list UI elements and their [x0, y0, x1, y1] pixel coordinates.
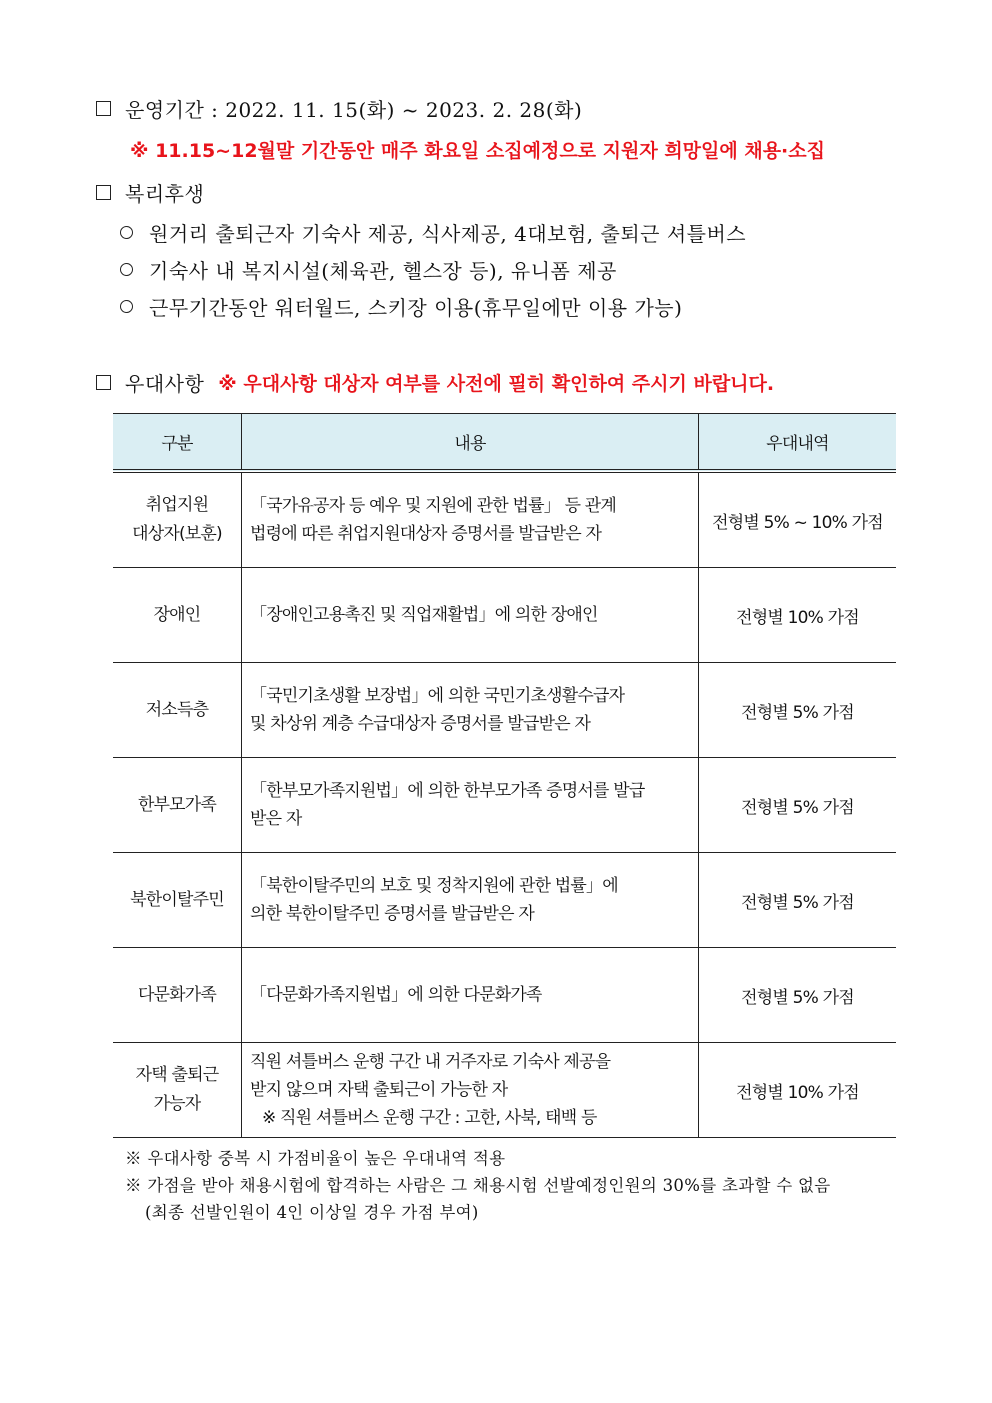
- row-category: [113, 1043, 242, 1138]
- row-category: [113, 471, 242, 568]
- content-line: 「북한이탈주민의 보호 및 정착지원에 관한 법률」에: [250, 876, 618, 896]
- welfare-item-text: 근무기간동안 워터월드, 스키장 이용(휴무일에만 이용 가능): [149, 296, 683, 320]
- row-category: [113, 663, 242, 758]
- content-line: 「한부모가족지원법」에 의한 한부모가족 증명서를 발급: [250, 781, 645, 801]
- preference-notice: ※ 우대사항 대상자 여부를 사전에 필히 확인하여 주시기 바랍니다.: [218, 373, 775, 395]
- row-content: [242, 471, 699, 568]
- content-line: ※ 직원 셔틀버스 운행 구간 : 고한, 사북, 태백 등: [262, 1108, 597, 1128]
- row-benefit: 전형별 5% 가점: [699, 758, 897, 853]
- header-benefit: 우대내역: [699, 414, 897, 472]
- bullet-circle-icon: [120, 263, 133, 276]
- row-content: [242, 568, 699, 663]
- category-line: 다문화가족: [137, 984, 217, 1005]
- table-header-row: [113, 414, 896, 472]
- row-content: [242, 948, 699, 1043]
- category-line: 북한이탈주민: [130, 889, 224, 910]
- table-row: [113, 663, 896, 758]
- content-line: 받지 않으며 자택 출퇴근이 가능한 자: [250, 1080, 508, 1100]
- row-benefit: 전형별 10% 가점: [699, 568, 897, 663]
- table-row: [113, 948, 896, 1043]
- content-line: 및 차상위 계층 수급대상자 증명서를 발급받은 자: [250, 714, 591, 734]
- row-benefit: 전형별 5% 가점: [699, 663, 897, 758]
- table-row: [113, 568, 896, 663]
- preference-label: 우대사항: [125, 372, 205, 396]
- note-line: (최종 선발인원이 4인 이상일 경우 가점 부여): [145, 1203, 479, 1222]
- category-line: 가능자: [153, 1094, 201, 1114]
- welfare-item: [120, 255, 617, 284]
- row-content: [242, 853, 699, 948]
- category-line: 한부모가족: [137, 794, 217, 815]
- operation-period: [96, 94, 582, 123]
- checkbox-square-icon: [96, 185, 111, 200]
- content-line: 직원 셔틀버스 운행 구간 내 거주자로 기숙사 제공을: [250, 1052, 611, 1072]
- row-content: [242, 758, 699, 853]
- content-line: 의한 북한이탈주민 증명서를 발급받은 자: [250, 904, 534, 924]
- category-line: 취업지원: [145, 495, 209, 515]
- row-benefit: 전형별 5% 가점: [699, 948, 897, 1043]
- welfare-heading: [96, 178, 204, 207]
- welfare-label: 복리후생: [125, 182, 205, 206]
- row-category: [113, 568, 242, 663]
- row-category: [113, 853, 242, 948]
- category-line: 저소득층: [145, 699, 209, 720]
- welfare-item-text: 원거리 출퇴근자 기숙사 제공, 식사제공, 4대보험, 출퇴근 셔틀버스: [149, 222, 747, 246]
- category-line: 대상자(보훈): [132, 524, 222, 544]
- table-row: [113, 1043, 896, 1138]
- operation-period-label: 운영기간 : 2022. 11. 15(화) ~ 2023. 2. 28(화): [125, 98, 583, 122]
- preference-table: [113, 413, 896, 1138]
- note-line: ※ 우대사항 중복 시 가점비율이 높은 우대내역 적용: [125, 1149, 506, 1168]
- content-line: 법령에 따른 취업지원대상자 증명서를 발급받은 자: [250, 524, 602, 544]
- checkbox-square-icon: [96, 375, 111, 390]
- category-line: 자택 출퇴근: [135, 1065, 219, 1085]
- table-row: [113, 853, 896, 948]
- table-row: [113, 758, 896, 853]
- table-row: [113, 471, 896, 568]
- row-benefit: 전형별 5% ~ 10% 가점: [699, 471, 897, 568]
- content-line: 받은 자: [250, 809, 302, 829]
- checkbox-square-icon: [96, 101, 111, 116]
- row-benefit: 전형별 5% 가점: [699, 853, 897, 948]
- bullet-circle-icon: [120, 300, 133, 313]
- note-line: ※ 가점을 받아 채용시험에 합격하는 사람은 그 채용시험 선발예정인원의 30%를 초과할 수 없음: [125, 1176, 831, 1195]
- operation-notice: ※ 11.15~12월말 기간동안 매주 화요일 소집예정으로 지원자 희망일에 채용·소집: [130, 140, 825, 162]
- content-line: 「국가유공자 등 예우 및 지원에 관한 법률」 등 관계: [250, 496, 617, 516]
- row-content: [242, 1043, 699, 1138]
- welfare-item: [120, 292, 682, 321]
- row-content: [242, 663, 699, 758]
- row-category: [113, 758, 242, 853]
- header-category: 구분: [113, 414, 242, 472]
- content-line: 「국민기초생활 보장법」에 의한 국민기초생활수급자: [250, 686, 625, 706]
- header-content: 내용: [242, 414, 699, 472]
- category-line: 장애인: [153, 604, 201, 625]
- welfare-item-text: 기숙사 내 복지시설(체육관, 헬스장 등), 유니폼 제공: [149, 259, 617, 283]
- preference-heading: [96, 368, 774, 397]
- bullet-circle-icon: [120, 226, 133, 239]
- content-line: 「다문화가족지원법」에 의한 다문화가족: [250, 985, 542, 1005]
- row-category: [113, 948, 242, 1043]
- welfare-item: [120, 218, 746, 247]
- content-line: 「장애인고용촉진 및 직업재활법」에 의한 장애인: [250, 605, 598, 625]
- row-benefit: 전형별 10% 가점: [699, 1043, 897, 1138]
